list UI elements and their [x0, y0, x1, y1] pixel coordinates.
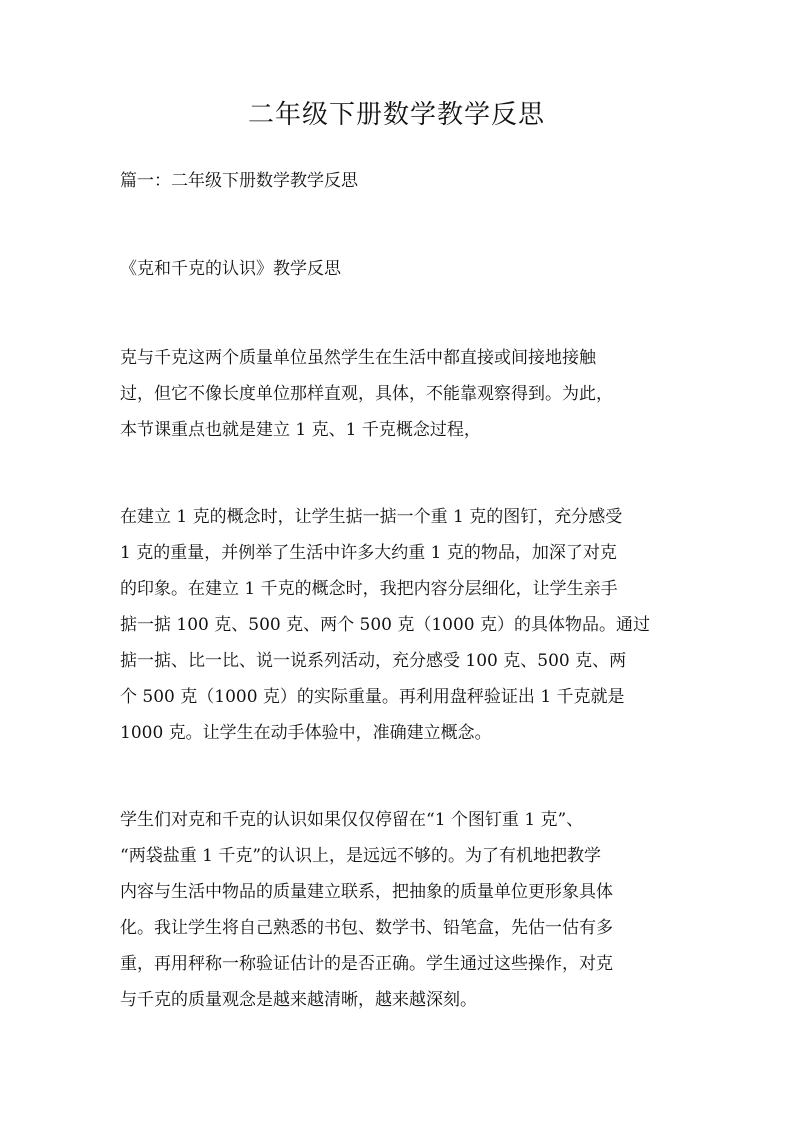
paragraph-line: 在建立 1 克的概念时，让学生掂一掂一个重 1 克的图钉，充分感受 — [120, 507, 623, 527]
paragraph-line: 本节课重点也就是建立 1 克、1 千克概念过程， — [120, 420, 481, 440]
document-title: 二年级下册数学教学反思 — [247, 100, 545, 130]
paragraph-line: 个 500 克（1000 克）的实际重量。再利用盘秤验证出 1 千克就是 — [120, 687, 625, 707]
section-heading-text: 篇一：二年级下册数学教学反思 — [120, 171, 358, 191]
paragraph-line: “两袋盐重 1 千克”的认识上，是远远不够的。为了有机地把教学 — [120, 846, 602, 866]
paragraph-line: 1 克的重量，并例举了生活中许多大约重 1 克的物品，加深了对克 — [120, 543, 617, 563]
paragraph-line: 掂一掂、比一比、说一说系列活动，充分感受 100 克、500 克、两 — [120, 651, 627, 671]
paragraph-1 — [120, 340, 680, 448]
paragraph-line: 掂一掂 100 克、500 克、两个 500 克（1000 克）的具体物品。通过 — [120, 615, 651, 635]
paragraph-3 — [120, 802, 680, 1018]
paragraph-line: 1000 克。让学生在动手体验中，准确建立概念。 — [120, 723, 492, 743]
paragraph-line: 过，但它不像长度单位那样直观，具体，不能靠观察得到。为此， — [120, 384, 613, 404]
paragraph-line: 与千克的质量观念是越来越清晰，越来越深刻。 — [120, 990, 477, 1010]
paragraph-line: 的印象。在建立 1 千克的概念时，我把内容分层细化，让学生亲手 — [120, 579, 618, 599]
paragraph-line: 重，再用秤称一称验证估计的是否正确。学生通过这些操作，对克 — [120, 954, 613, 974]
section-heading — [120, 163, 680, 199]
paragraph-line: 克与千克这两个质量单位虽然学生在生活中都直接或间接地接触 — [120, 348, 596, 368]
paragraph-line: 化。我让学生将自己熟悉的书包、数学书、铅笔盒，先估一估有多 — [120, 918, 613, 938]
paragraph-line: 内容与生活中物品的质量建立联系，把抽象的质量单位更形象具体 — [120, 882, 613, 902]
article-title-text: 《克和千克的认识》教学反思 — [120, 259, 341, 279]
paragraph-line: 学生们对克和千克的认识如果仅仅停留在“1 个图钉重 1 克”、 — [120, 810, 584, 830]
paragraph-2 — [120, 499, 680, 751]
article-title — [120, 251, 680, 287]
